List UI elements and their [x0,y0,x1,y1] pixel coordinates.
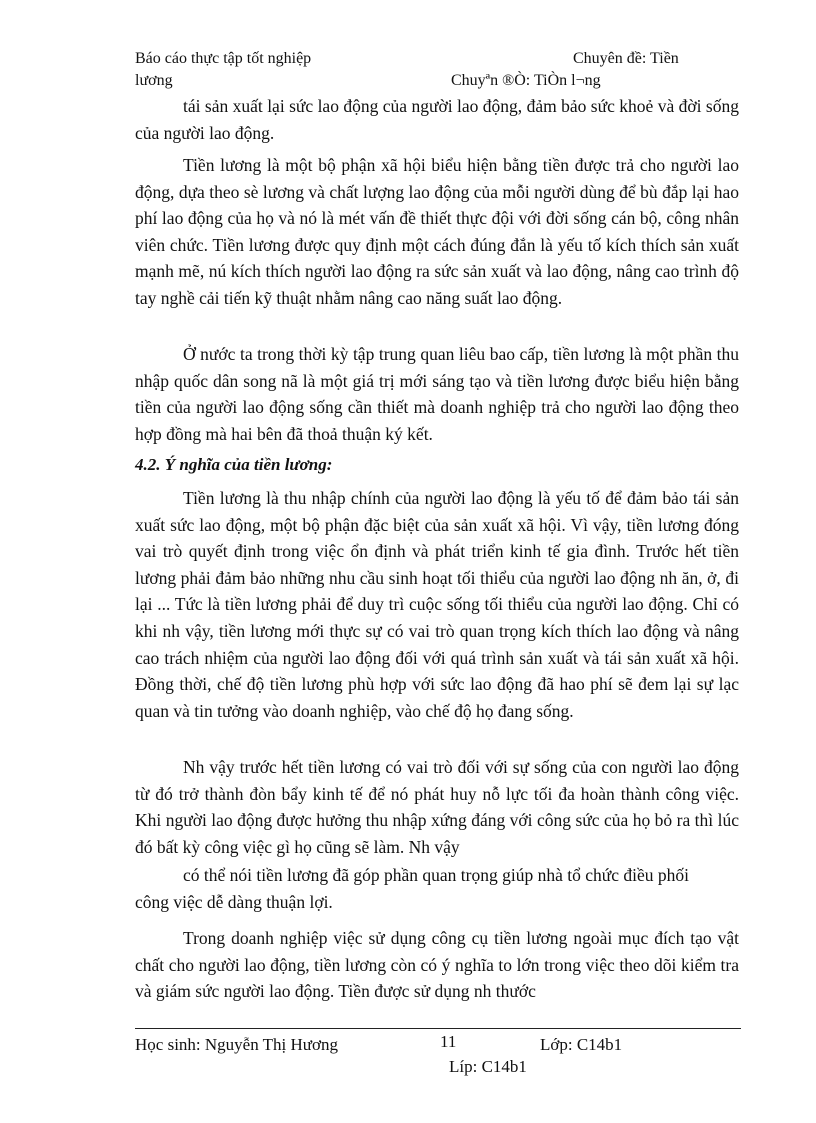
section-heading: 4.2. Ý nghĩa của tiền lương: [135,455,333,474]
paragraph-6-line-2: công việc dễ dàng thuận lợi. [135,892,333,912]
paragraph-5: Nh vậy trước hết tiền lương có vai trò đối với sự sống của con người lao động từ đó trở thành đòn bẩy kinh tế để nó phát huy nỗ lực tối đa hoàn thành công việc. Khi người lao động được hưởng thu nhập xứng đáng với công sức của họ bỏ ra thì lúc đó bất kỳ công việc gì họ cũng sẽ làm. Nh vậy [135,757,739,857]
paragraph-6-line-1: có thể nói tiền lương đã góp phần quan trọng giúp nhà tổ chức điều phối [183,865,689,885]
footer-divider [135,1028,741,1029]
footer-student-name: Học sinh: Nguyễn Thị Hương [135,1035,338,1054]
footer-class: Lớp: C14b1 [540,1035,623,1054]
paragraph-4: Tiền lương là thu nhập chính của người lao động là yếu tố để đảm bảo tái sản xuất sức lao động, một bộ phận đặc biệt của sản xuất xã hội. Vì vậy, tiền lương đóng vai trò quyết định trong việc ổn định và phát triển kinh tế gia đình. Trước hết tiền lương phải đảm bảo những nhu cầu sinh hoạt tối thiểu của người lao động nh ăn, ở, đi lại ... Tức là tiền lương phải để duy trì cuộc sống tối thiểu của người lao động. Chỉ có khi nh vậy, tiền lương mới thực sự có vai trò quan trọng kích thích lao động và nâng cao trách nhiệm của người lao động đối với quá trình sản xuất và tái sản xuất xã hội. Đồng thời, chế độ tiền lương phù hợp với sức lao động đã hao phí sẽ đem lại sự lạc quan và tin tưởng vào doanh nghiệp, vào chế độ họ đang sống. [135,488,739,721]
header-left-title: Báo cáo thực tập tốt nghiệp [135,50,312,67]
footer-page-number: 11 [440,1032,457,1051]
header-left-continuation: lương [135,72,173,89]
footer-class-garbled: Líp: C14b1 [449,1057,527,1076]
paragraph-7: Trong doanh nghiệp việc sử dụng công cụ tiền lương ngoài mục đích tạo vật chất cho người lao động, tiền lương còn có ý nghĩa to lớn trong việc theo dõi kiểm tra và giám sức người lao động. Tiền được sử dụng nh thước [135,928,739,1002]
paragraph-3: Ở nước ta trong thời kỳ tập trung quan liêu bao cấp, tiền lương là một phần thu nhập quốc dân song nã là một giá trị mới sáng tạo và tiền lương được biểu hiện bằng tiền của người lao động sống cần thiết mà doanh nghiệp trả cho người lao động theo hợp đồng mà hai bên đã thoả thuận ký kết. [135,344,739,444]
paragraph-2: Tiền lương là một bộ phận xã hội biểu hiện bằng tiền được trả cho người lao động, dựa theo sè lương và chất lượng lao động của mỗi người dùng để bù đắp lại hao phí lao động của họ và nó là mét vấn đề thiết thực đội với đời sống cán bộ, công nhân viên chức. Tiền lương được quy định một cách đúng đắn là yếu tố kích thích sản xuất mạnh mẽ, nú kích thích người lao động ra sức sản xuất và lao động, nâng cao trình độ tay nghề cải tiến kỹ thuật nhằm nâng cao năng suất lao động. [135,155,739,308]
paragraph-1: tái sản xuất lại sức lao động của người lao động, đảm bảo sức khoẻ và đời sống của người lao động. [135,96,739,143]
header-right-title: Chuyên đề: Tiền [573,50,679,67]
header-garbled-title: Chuyªn ®Ò: TiÒn l¬ng [451,72,601,89]
